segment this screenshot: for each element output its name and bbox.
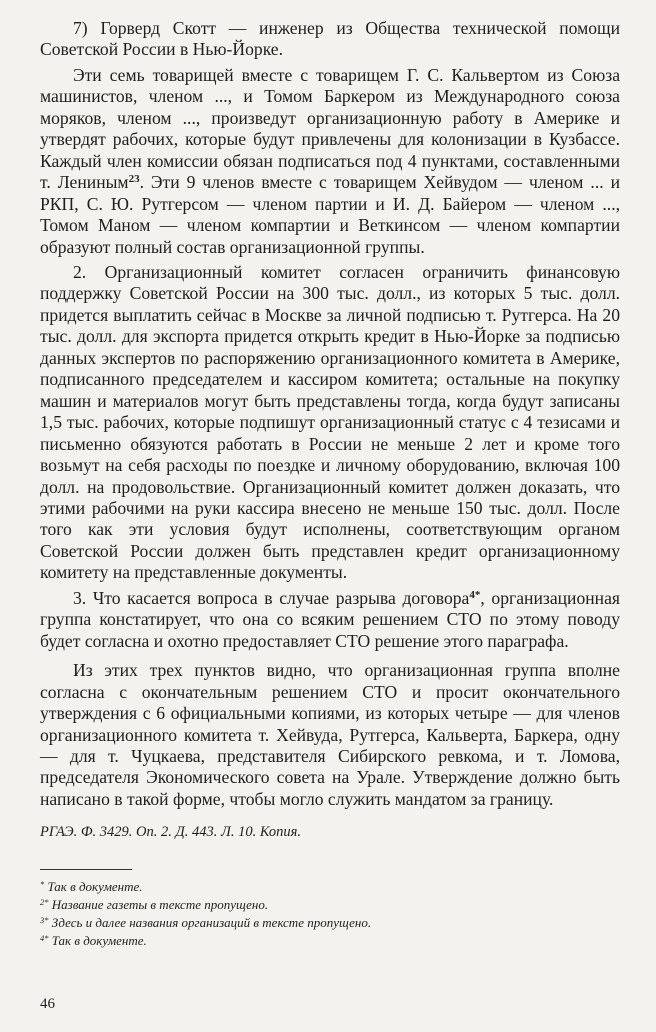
paragraph-3: 2. Организационный комитет согласен ограничить финансовую поддержку Советской России на 300 тыс. долл., из которых 5 тыс. долл. придется выплатить сейчас в Москве за личной подписью т. Рутгерса. На 20 тыс. долл. для экспорта придется открыть кредит в Нью-Йорке за подписью данных экспертов по распоряжению организационного комитета в Америке, подписанного председателем и кассиром комитета; остальные на покупку машин и материалов могут быть представлены тогда, когда будут записаны 1,5 тыс. рабочих, которые подпишут организационный статус с 4 тезисами и письменно обязуются работать в России не меньше 2 лет и кроме того возьмут на себя расходы по поездке и личному оборудованию, включая 100 долл. на продовольствие. Организационный комитет должен доказать, что этими рабочими на руки кассира внесено не меньше 150 тыс. долл. После того как эти условия будут исполнены, соответствующим органом Советской России должен быть представлен кредит организационному комитету на представленные документы. [40,261,620,583]
archival-source: РГАЭ. Ф. 3429. Оп. 2. Д. 443. Л. 10. Копия. [40,824,302,841]
footnote-3: $^{3*}$ Здесь и далее названия организаций в тексте пропущено. [40,914,372,930]
footnote-1: * Так в документе. [40,879,143,895]
paragraph-5: Из этих трех пунктов видно, что организационная группа вполне согласна с окончательным решением СТО и просит окончательного утверждения с 6 официальными копиями, из которых четыре — для членов организационного комитета т. Хейвуда, Рутгерса, Кальверта, Баркера, одну — для т. Чуцкаева, представителя Сибирского ревкома, и т. Ломова, председателя Экономического совета на Урале. Утверждение должно быть написано в такой форме, чтобы могло служить мандатом за границу. [40,660,620,809]
page-body [40,18,620,950]
footnote-divider [40,869,132,870]
paragraph-1: 7) Горверд Скотт — инженер из Общества технической помощи Советской России в Нью-Йорке. [40,18,620,60]
paragraph-2: Эти семь товарищей вместе с товарищем Г. С. Кальвертом из Союза машинистов, членом ..., и Томом Баркером из Международного союза моряков, членом ..., произведут организационную работу в Америке и утвердят рабочих, которые будут привлечены для колонизации в Кузбассе. Каждый член комиссии обязан подписаться под 4 пунктами, составленными т. Лениным$^{23}$. Эти 9 членов вместе с товарищем Хейвудом — членом ... и РКП, С. Ю. Рутгерсом — членом партии и И. Д. Байером — членом ..., Томом Маном — членом компартии и Веткинсом — членом компартии образуют полный состав организационной группы. [40,64,620,257]
footnote-2: $^{2*}$ Название газеты в тексте пропущено. [40,897,269,913]
page-number: 46 [40,996,55,1012]
footnote-ref-4: 4* [469,588,481,601]
paragraph-4: 3. Что касается вопроса в случае разрыва договора$^{4*}$, организационная группа констатирует, что она со всяким решением СТО по этому поводу будет согласна и охотно предоставляет СТО решение этого параграфа. [40,587,620,651]
footnote-ref-23: 23 [128,173,140,186]
footnote-4: $^{4*}$ Так в документе. [40,932,147,948]
